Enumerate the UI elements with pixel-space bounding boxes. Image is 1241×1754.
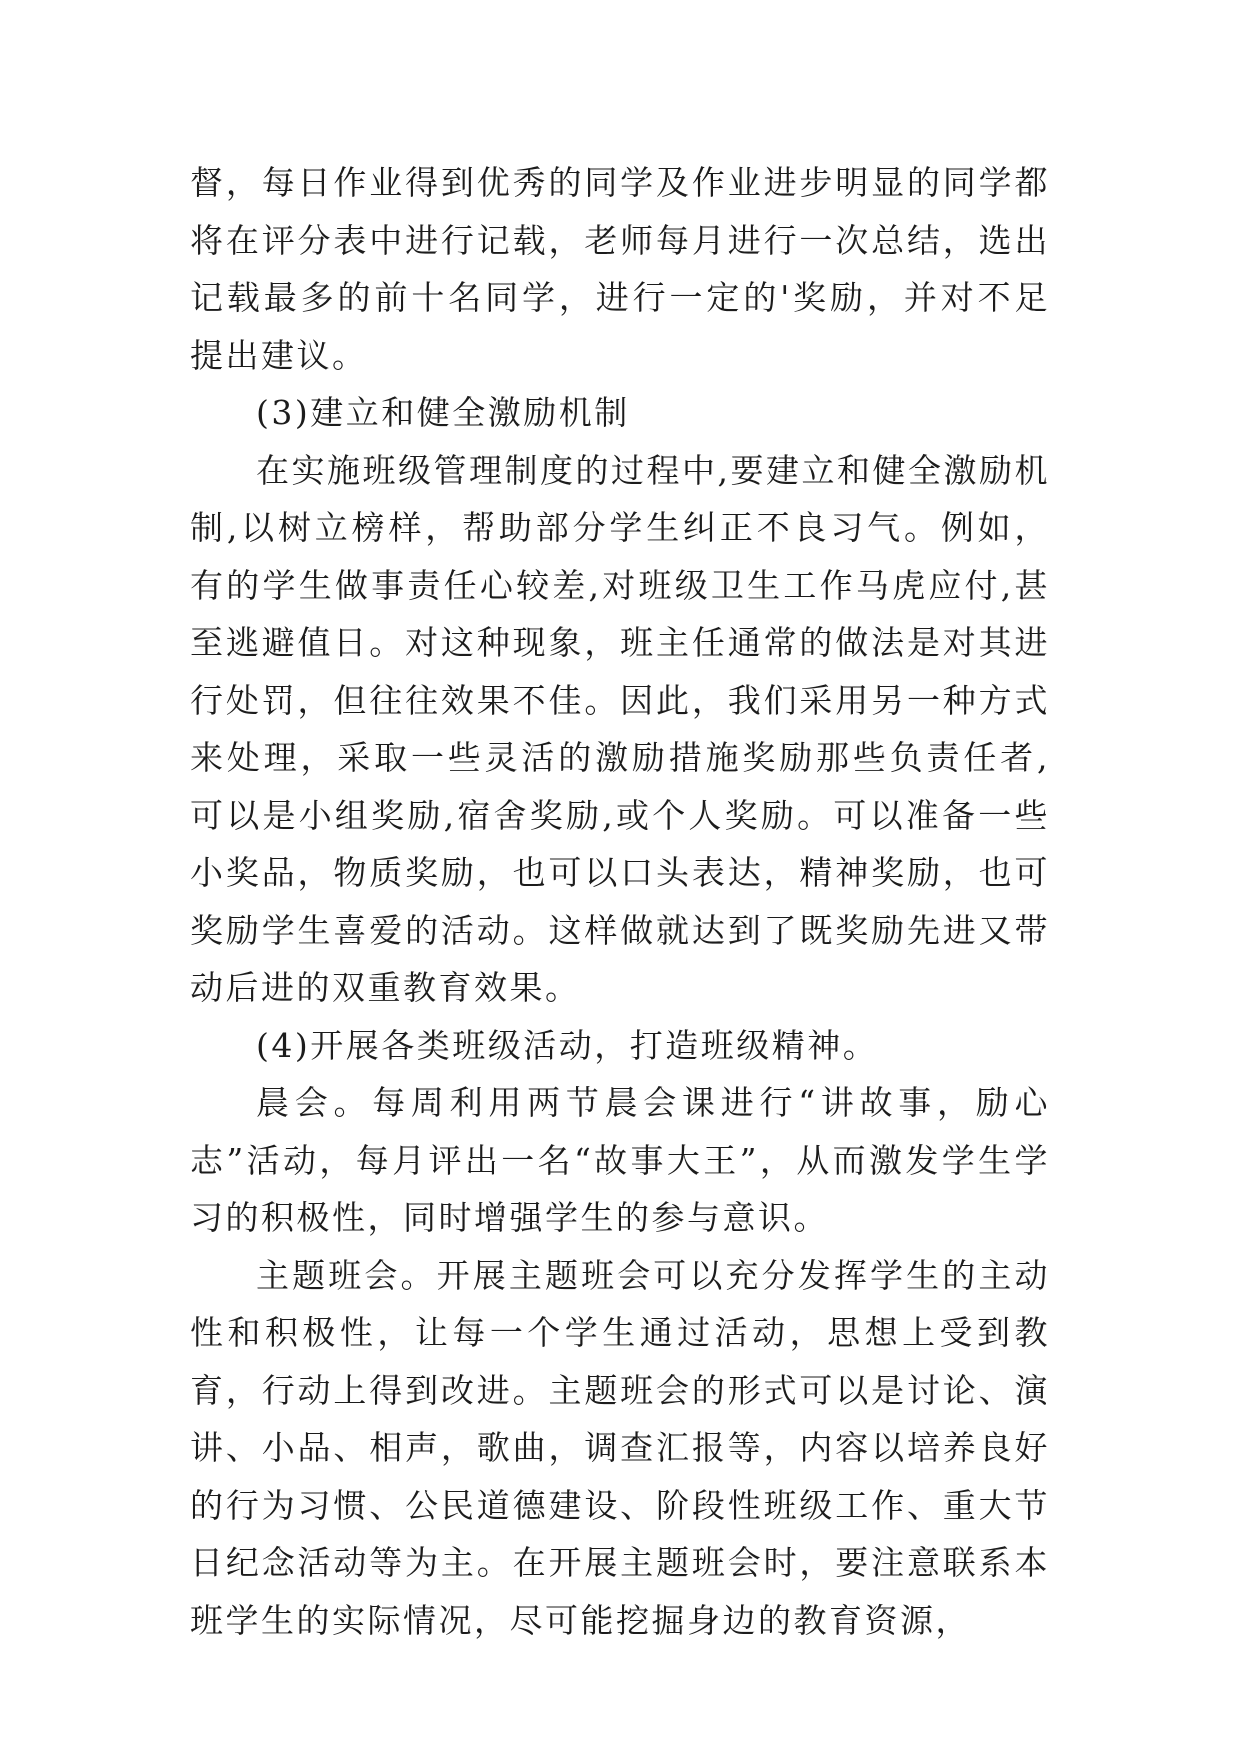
paragraph-incentive-mechanism: 在实施班级管理制度的过程中,要建立和健全激励机制,以树立榜样，帮助部分学生纠正不良习气。例如，有的学生做事责任心较差,对班级卫生工作马虎应付,甚至逃避值日。对这种现象，班主任通常的做法是对其进行处罚，但往往效果不佳。因此，我们采用另一种方式来处理，采取一些灵活的激励措施奖励那些负责任者,可以是小组奖励,宿舍奖励,或个人奖励。可以准备一些小奖品，物质奖励，也可以口头表达，精神奖励，也可奖励学生喜爱的活动。这样做就达到了既奖励先进又带动后进的双重教育效果。 [190,450,1050,1007]
paragraph-theme-class-meeting: 主题班会。开展主题班会可以充分发挥学生的主动性和积极性，让每一个学生通过活动，思想上受到教育，行动上得到改进。主题班会的形式可以是讨论、演讲、小品、相声，歌曲，调查汇报等，内容以培养良好的行为习惯、公民道德建设、阶段性班级工作、重大节日纪念活动等为主。在开展主题班会时，要注意联系本班学生的实际情况，尽可能挖掘身边的教育资源， [190,1255,1050,1640]
paragraph-homework-evaluation: 督，每日作业得到优秀的同学及作业进步明显的同学都将在评分表中进行记载，老师每月进行一次总结，选出记载最多的前十名同学，进行一定的'奖励，并对不足提出建议。 [190,163,1050,375]
heading-incentive-mechanism: (3)建立和健全激励机制 [256,393,630,432]
document-body [190,154,1050,1649]
heading-class-activities: (4)开展各类班级活动，打造班级精神。 [256,1025,879,1065]
paragraph-morning-meeting: 晨会。每周利用两节晨会课进行“讲故事，励心志”活动，每月评出一名“故事大王”，从而激发学生学习的积极性，同时增强学生的参与意识。 [190,1083,1050,1237]
